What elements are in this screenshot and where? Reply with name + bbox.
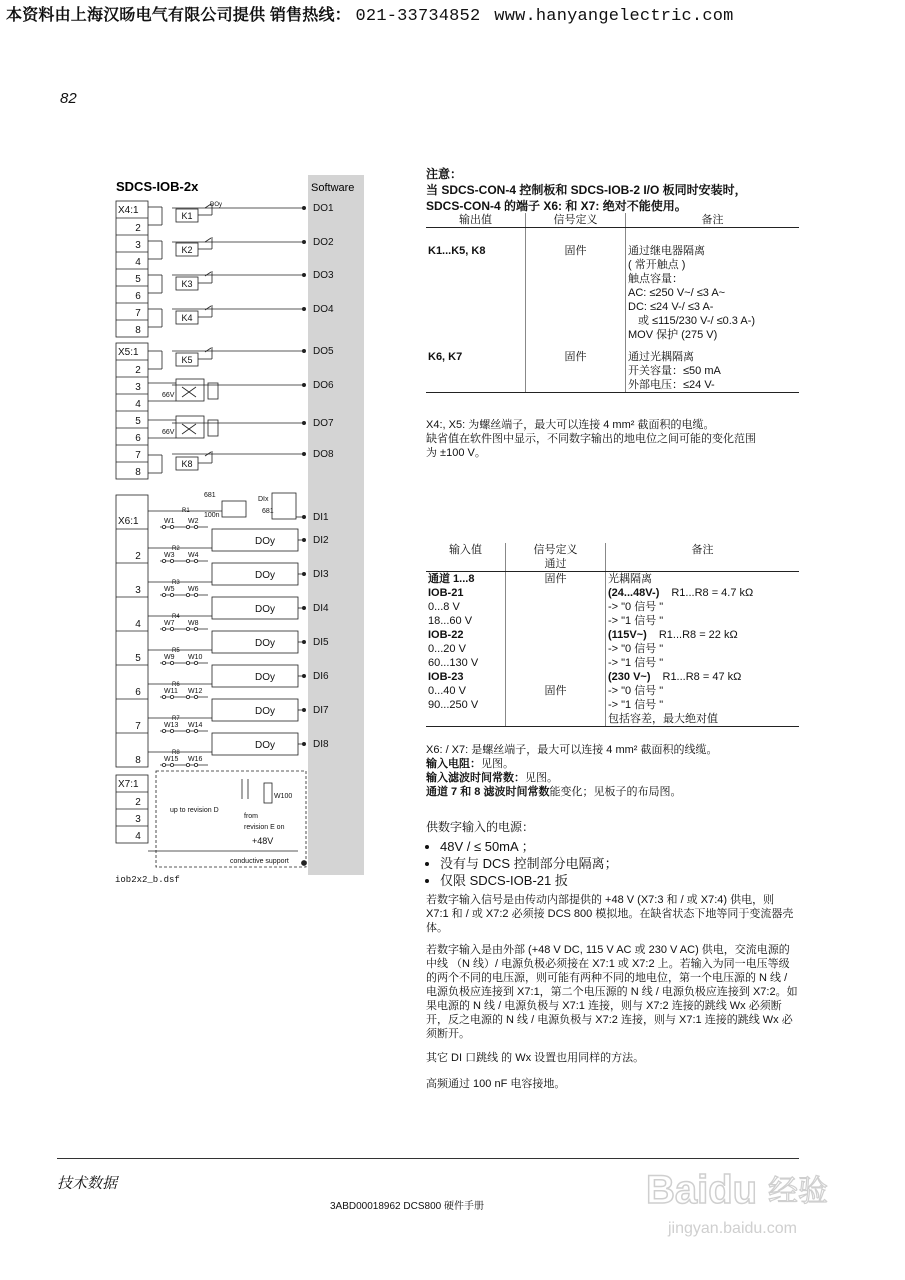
table-row: 18...60 V -> "1 信号 " — [428, 615, 664, 627]
terminal-number: 4 — [135, 399, 141, 410]
in-footnote-filter: 输入滤波时间常数：见图。 — [426, 772, 558, 784]
footer-section: 技术数据 — [57, 1175, 118, 1192]
terminal-number: 3 — [135, 814, 141, 825]
input-8: DI8 — [313, 739, 329, 750]
output-7: DO7 — [313, 418, 334, 429]
input-4: DI4 — [313, 603, 329, 614]
in-firmware-1: 固件 — [506, 572, 606, 587]
x7-terminal-block-label: X7:1 — [118, 779, 139, 790]
output-6: DO6 — [313, 380, 334, 391]
x5-terminal-block-label: X5:1 — [118, 347, 139, 358]
terminal-number: 8 — [135, 467, 141, 478]
input-6: DI6 — [313, 671, 329, 682]
label-48v: +48V — [252, 836, 274, 846]
label-rev-e: revision E on — [244, 824, 285, 831]
label-up-to-rev: up to revision D — [170, 807, 219, 814]
list-item: • 48V / ≤ 50mA ； — [440, 838, 798, 855]
input-5: DI5 — [313, 637, 329, 648]
relay-5: K5 — [181, 355, 193, 365]
notice — [426, 166, 806, 214]
baidu-watermark — [646, 1155, 846, 1245]
svg-text:DOy: DOy — [255, 536, 275, 547]
terminal-number: 5 — [135, 416, 141, 427]
banner-company: 本资料由上海汉旸电气有限公司提供 — [6, 7, 266, 24]
jumper-w11: W11 — [164, 688, 178, 695]
out-row2-notes: 通过光耦隔离 开关容量：≤50 mA 外部电压：≤24 V- — [626, 350, 800, 393]
ground-point — [302, 861, 307, 866]
header-banner — [6, 2, 734, 26]
out-header-value: 输出值 — [426, 213, 526, 228]
resistor-r8: R8 — [172, 750, 180, 756]
out-row2-name: K6, K7 — [426, 350, 526, 393]
notice-line2: SDCS-CON-4 的端子 X6: 和 X7: 绝对不能使用。 — [426, 199, 687, 213]
revision-box — [156, 771, 306, 867]
in-header-def: 信号定义 通过 — [506, 543, 606, 572]
output-8: DO8 — [313, 449, 334, 460]
relay-3: K3 — [181, 279, 193, 289]
svg-text:DOy: DOy — [255, 672, 275, 683]
label-681a: 681 — [204, 492, 216, 499]
terminal-number: 7 — [135, 721, 141, 732]
out-row2-def: 固件 — [526, 350, 626, 393]
jumper-w7: W7 — [164, 620, 175, 627]
resistor-r2: R2 — [172, 546, 180, 552]
resistor-r3: R3 — [172, 580, 180, 586]
out-footnote-1: X4:, X5: 为螺丝端子，最大可以连接 4 mm² 截面积的电缆。 — [426, 419, 715, 431]
label-from: from — [244, 813, 258, 820]
svg-text:DOy: DOy — [255, 604, 275, 615]
label-66v: 66V — [162, 392, 175, 399]
in-footnote-res: 输入电阻：见图。 — [426, 758, 514, 770]
out-row1-def: 固件 — [526, 244, 626, 342]
in-channels: 通道 1...8 — [428, 573, 475, 585]
notice-title: 注意： — [426, 167, 463, 181]
jumper-w13: W13 — [164, 722, 179, 729]
footer-doc: 3ABD00018962 DCS800 硬件手册 — [330, 1201, 484, 1212]
x4-terminal-block-label: X4:1 — [118, 205, 139, 216]
terminal-number: 3 — [135, 382, 141, 393]
input-7: DI7 — [313, 705, 329, 716]
in-tolerance: 包括容差，最大绝对值 — [606, 712, 800, 727]
optocoupler — [176, 416, 204, 438]
output-5: DO5 — [313, 346, 334, 357]
terminal-number: 2 — [135, 797, 141, 808]
jumper-w8: W8 — [188, 620, 199, 627]
power-para-4: 高频通过 100 nF 电容接地。 — [426, 1078, 566, 1090]
banner-hotline-label: 销售热线： — [269, 7, 351, 24]
terminal-number: 3 — [135, 585, 141, 596]
label-681b: 681 — [262, 508, 274, 515]
in-header-value: 输入值 — [426, 543, 506, 572]
watermark-url: jingyan.baidu.com — [668, 1220, 797, 1237]
power-para-1: 若数字输入信号是由传动内部提供的 +48 V (X7:3 和 / 或 X7:4) 供电，则 X7:1 和 / 或 X7:2 必须接 DCS 800 模拟地。在缺省状态下地等同于变流器壳体。 — [426, 894, 794, 934]
input-3: DI3 — [313, 569, 329, 580]
resistor-r7: R7 — [172, 716, 180, 722]
table-row: 60...130 V -> "1 信号 " — [428, 657, 664, 669]
page-number: 82 — [60, 90, 77, 107]
banner-website: www.hanyangelectric.com — [494, 7, 734, 26]
terminal-number: 8 — [135, 755, 141, 766]
table-row: 0...40 V 固件 -> "0 信号 " — [428, 685, 664, 697]
label-dix: DIx — [258, 496, 269, 503]
terminal-number: 7 — [135, 308, 141, 319]
input-1: DI1 — [313, 512, 329, 523]
input-footnotes — [426, 743, 798, 799]
in-opto: 光耦隔离 — [608, 573, 652, 585]
table-row: IOB-23 (230 V~) R1...R8 = 47 kΩ — [428, 671, 742, 683]
input-2: DI2 — [313, 535, 329, 546]
watermark-cn: 经验 — [768, 1174, 828, 1209]
banner-hotline: 021-33734852 — [355, 7, 481, 26]
terminal-number: 6 — [135, 291, 141, 302]
power-para-2: 若数字输入是由外部 (+48 V DC, 115 V AC 或 230 V AC) 供电，交流电源的中线 （N 线）/ 电源负极必须接在 X7:1 或 X7:2 上。若输入为同一电压等级的两个不同的电压源，则可能有两种不同的地电位，第一个电压源的 N 线 / 电源负极应连接到 X7:1，第二个电压源的 N 线 / 电源负极应连接到 X7:2。如果电源的 N 线 / 电源负极与 X7:1 连接，则与 X7:2 连接的跳线 Wx 必须断开，反之电源的 N 线 / 电源负极与 X7:2 连接，则与 X7:1 连接的跳线 Wx 必须断开。 — [426, 944, 798, 1040]
out-footnote-2: 缺省值在软件图中显示，不同数字输出的地电位之间可能的变化范围 — [426, 433, 756, 445]
x6-terminal-block-label: X6:1 — [118, 516, 139, 527]
jumper-w6: W6 — [188, 586, 199, 593]
out-row1-notes: 通过继电器隔离 ( 常开触点 ) 触点容量： AC: ≤250 V~/ ≤3 A~ DC: ≤24 V-/ ≤3 A- 或 ≤115/230 V-/ ≤0.3 A-) MOV 保护 (275 V) — [628, 245, 756, 341]
output-footnotes — [426, 418, 798, 460]
label-doy: DOy — [210, 202, 222, 208]
relay-1: K1 — [181, 211, 193, 221]
terminal-number: 4 — [135, 257, 141, 268]
power-bullets — [426, 838, 798, 889]
diagram-title: SDCS-IOB-2x — [116, 179, 199, 194]
wiring-diagram — [112, 175, 364, 875]
jumper-w10: W10 — [188, 654, 203, 661]
output-4: DO4 — [313, 304, 334, 315]
terminal-number: 3 — [135, 240, 141, 251]
terminal-number: 6 — [135, 433, 141, 444]
power-para-3: 其它 DI 口跳线 的 Wx 设置也用同样的方法。 — [426, 1052, 645, 1064]
terminal-number: 2 — [135, 365, 141, 376]
svg-text:DOy: DOy — [255, 740, 275, 751]
label-w100: W100 — [274, 793, 293, 800]
label-conductive: conductive support — [230, 858, 289, 865]
jumper-w4: W4 — [188, 552, 199, 559]
terminal-number: 6 — [135, 687, 141, 698]
table-row: 90...250 V -> "1 信号 " — [428, 699, 664, 711]
notice-line1: 当 SDCS-CON-4 控制板和 SDCS-IOB-2 I/O 板同时安装时， — [426, 183, 747, 197]
resistor-r5: R5 — [172, 648, 180, 654]
label-66v: 66V — [162, 429, 175, 436]
table-row: IOB-21 (24...48V-) R1...R8 = 4.7 kΩ — [428, 587, 754, 599]
jumper-w5: W5 — [164, 586, 175, 593]
jumper-w16: W16 — [188, 756, 203, 763]
out-row1-name: K1...K5, K8 — [428, 245, 486, 257]
table-row: 0...20 V -> "0 信号 " — [428, 643, 664, 655]
out-header-def: 信号定义 — [526, 213, 626, 228]
relay-8: K8 — [181, 459, 193, 469]
in-header-notes: 备注 — [606, 543, 800, 572]
in-footnote-ch78: 通道 7 和 8 滤波时间常数能变化；见板子的布局图。 — [426, 786, 682, 798]
contact-icon — [205, 238, 211, 242]
out-footnote-3: 为 ±100 V。 — [426, 447, 486, 459]
jumper-w3: W3 — [164, 552, 175, 559]
out-header-notes: 备注 — [626, 213, 800, 228]
terminal-number: 2 — [135, 223, 141, 234]
svg-text:DOy: DOy — [255, 706, 275, 717]
terminal-number: 2 — [135, 551, 141, 562]
jumper-w14: W14 — [188, 722, 203, 729]
in-footnote-cable: X6: / X7: 是螺丝端子，最大可以连接 4 mm² 截面积的线缆。 — [426, 744, 718, 756]
resistor-r4: R4 — [172, 614, 180, 620]
terminal-number: 4 — [135, 831, 141, 842]
jumper-w2: W2 — [188, 518, 199, 525]
table-row: IOB-22 (115V~) R1...R8 = 22 kΩ — [428, 629, 738, 641]
resistor-r6: R6 — [172, 682, 180, 688]
list-item: • 仅限 SDCS-IOB-21 扳 — [440, 872, 798, 889]
list-item: • 没有与 DCS 控制部分电隔离； — [440, 855, 798, 872]
output-table — [426, 213, 799, 393]
diagram-caption: iob2x2_b.dsf — [115, 875, 180, 885]
svg-text:DOy: DOy — [255, 570, 275, 581]
jumper-w12: W12 — [188, 688, 203, 695]
table-row: 0...8 V -> "0 信号 " — [428, 601, 664, 613]
optocoupler — [176, 379, 204, 401]
watermark-brand: Baidu — [646, 1168, 758, 1212]
output-1: DO1 — [313, 203, 334, 214]
terminal-number: 5 — [135, 274, 141, 285]
jumper-w1: W1 — [164, 518, 175, 525]
software-label: Software — [311, 182, 355, 194]
terminal-number: 4 — [135, 619, 141, 630]
power-title: 供数字输入的电源： — [426, 820, 535, 834]
output-2: DO2 — [313, 237, 334, 248]
label-100n: 100n — [204, 512, 220, 519]
output-3: DO3 — [313, 270, 334, 281]
terminal-number: 5 — [135, 653, 141, 664]
power-section — [426, 820, 798, 1099]
jumper-w9: W9 — [164, 654, 175, 661]
relay-2: K2 — [181, 245, 193, 255]
svg-text:DOy: DOy — [255, 638, 275, 649]
input-table — [426, 543, 799, 727]
terminal-number: 7 — [135, 450, 141, 461]
resistor-r1: R1 — [182, 508, 190, 514]
terminal-number: 8 — [135, 325, 141, 336]
relay-4: K4 — [181, 313, 193, 323]
jumper-w15: W15 — [164, 756, 179, 763]
